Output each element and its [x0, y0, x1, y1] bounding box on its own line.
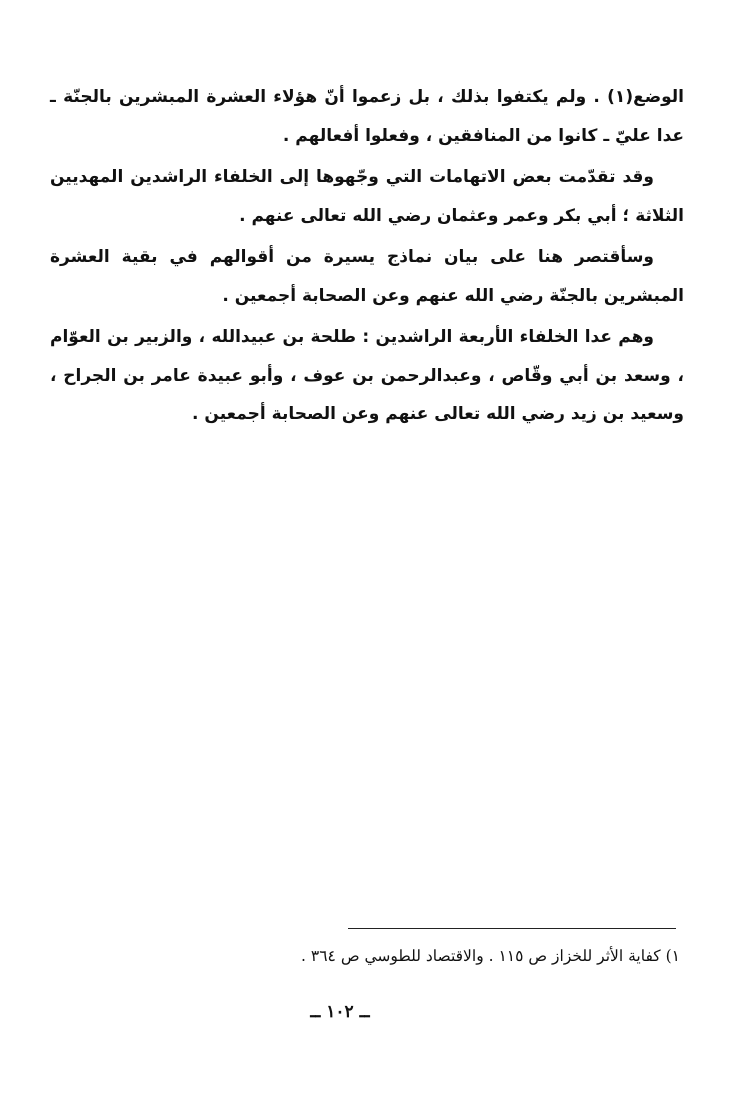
paragraph-3: وسأقتصر هنا على بيان نماذج يسيرة من أقوالهم في بقية العشرة المبشرين بالجنّة رضي الله عنهم وعن الصحابة أجمعين .	[50, 247, 684, 306]
paragraph-1: الوضع(١) . ولم يكتفوا بذلك ، بل زعموا أنّ هؤلاء العشرة المبشرين بالجنّة ـ عدا عليّ ـ كانوا من المنافقين ، وفعلوا أفعالهم .	[50, 87, 684, 146]
paragraph-2: وقد تقدّمت بعض الاتهامات التي وجّهوها إلى الخلفاء الراشدين المهديين الثلاثة ؛ أبي بكر وعمر وعثمان رضي الله تعالى عنهم .	[50, 167, 684, 226]
footnote: ١) كفاية الأثر للخزاز ص ١١٥ . والاقتصاد للطوسي ص ٣٦٤ .	[301, 947, 680, 965]
paragraph-4: وهم عدا الخلفاء الأربعة الراشدين : طلحة بن عبيدالله ، والزبير بن العوّام ، وسعد بن أبي وقّاص ، وعبدالرحمن بن عوف ، وأبو عبيدة عامر بن الجراح ، وسعيد بن زيد رضي الله تعالى عنهم وعن الصحابة أجمعين .	[50, 327, 684, 424]
footnote-separator	[348, 928, 676, 929]
main-text-block	[50, 78, 684, 437]
page-number: ــ ١٠٢ ــ	[310, 1002, 370, 1022]
